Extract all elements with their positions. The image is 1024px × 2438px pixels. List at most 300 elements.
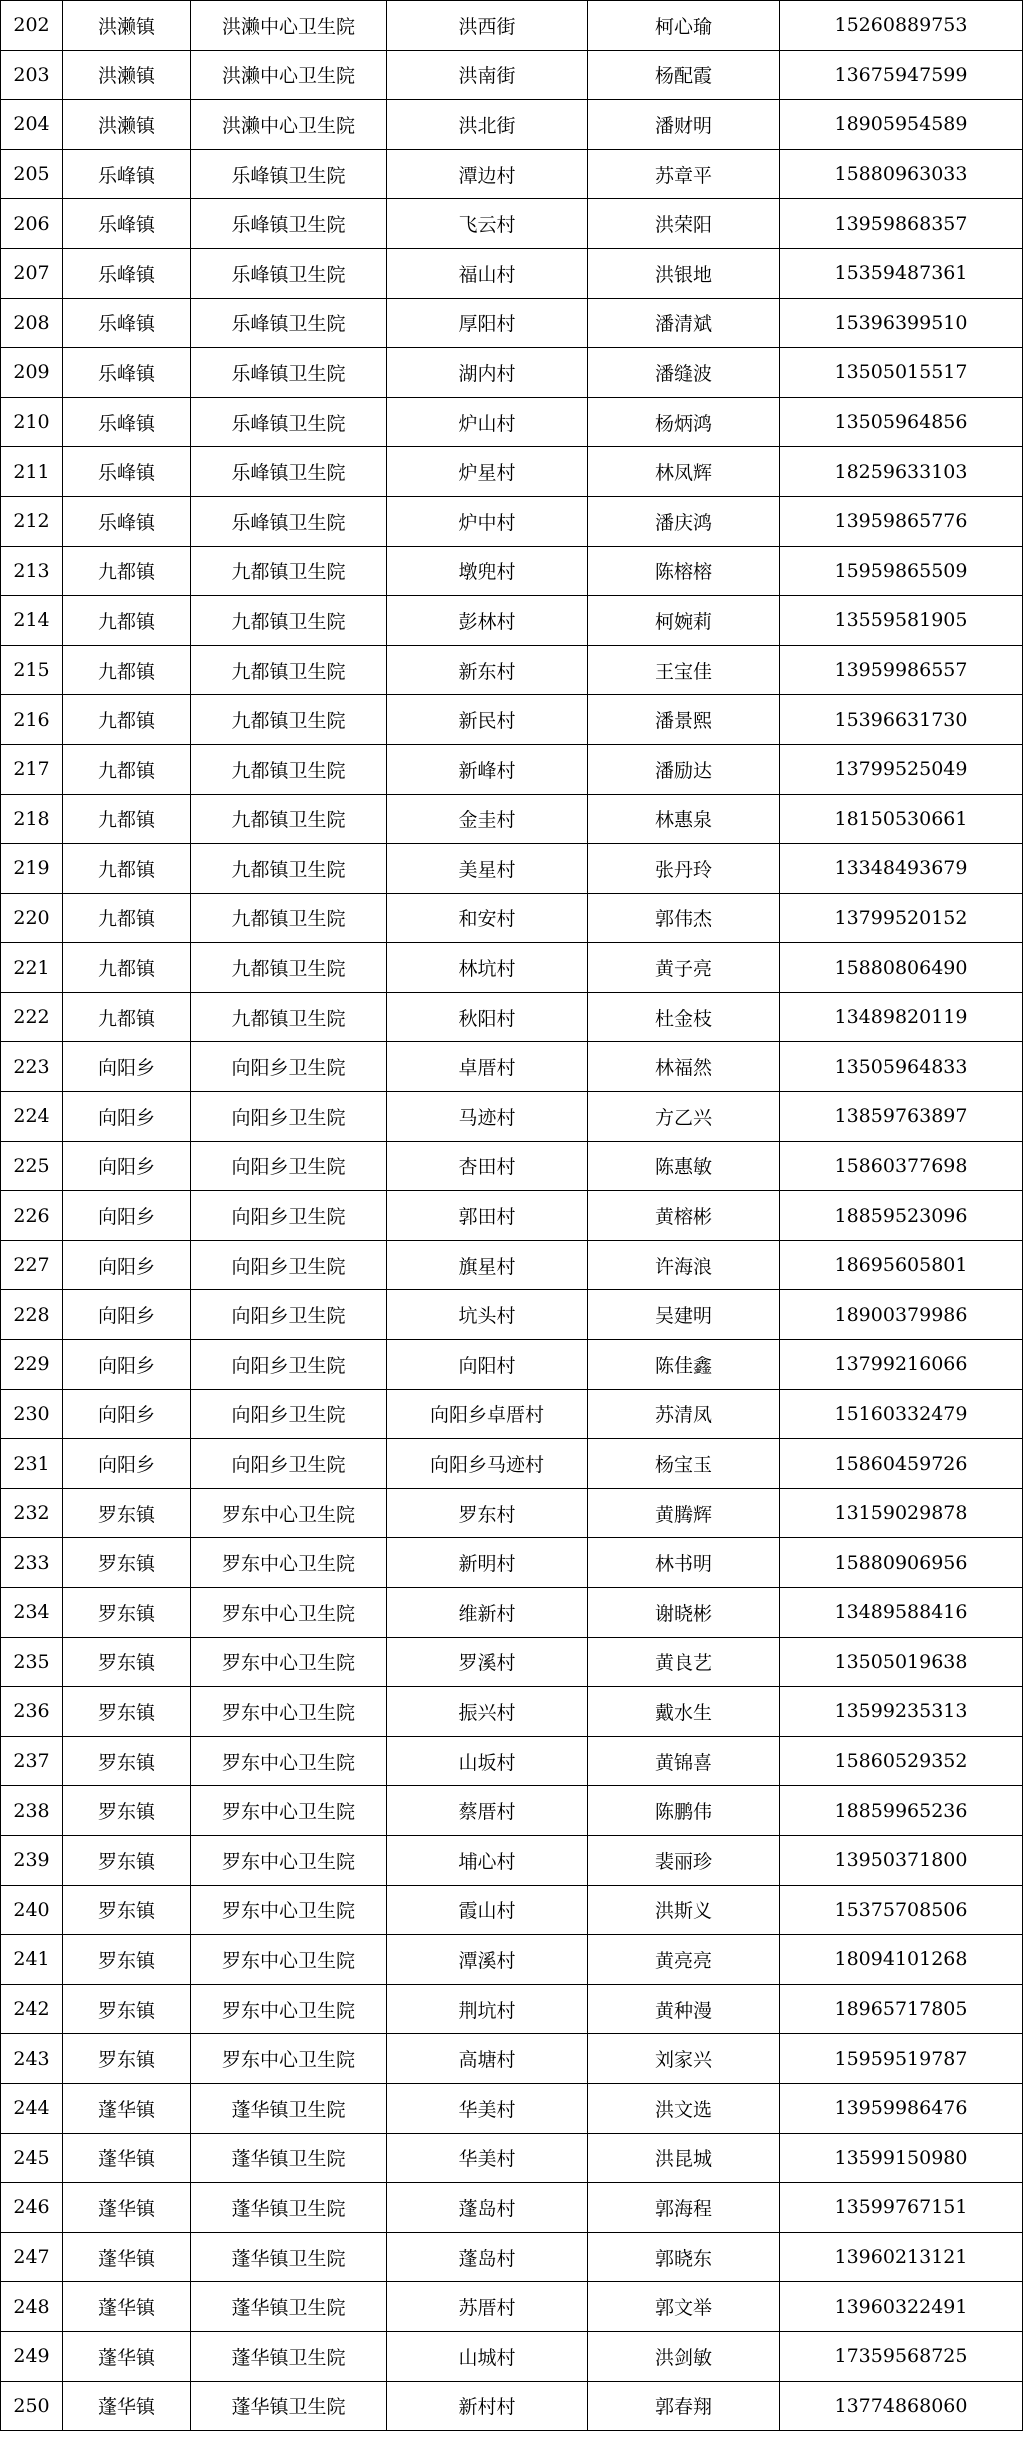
phone-number-cell: 18859965236 xyxy=(780,1786,1023,1836)
row-number-cell: 243 xyxy=(1,2034,63,2084)
health-center-cell: 乐峰镇卫生院 xyxy=(191,447,387,497)
health-center-cell: 九都镇卫生院 xyxy=(191,744,387,794)
village-cell: 华美村 xyxy=(387,2083,588,2133)
town-cell: 向阳乡 xyxy=(63,1042,191,1092)
table-row xyxy=(1,596,1023,646)
phone-number-cell: 15396399510 xyxy=(780,298,1023,348)
town-cell: 蓬华镇 xyxy=(63,2183,191,2233)
phone-number-cell: 17359568725 xyxy=(780,2331,1023,2381)
phone-number-cell: 15880906956 xyxy=(780,1538,1023,1588)
health-center-cell: 向阳乡卫生院 xyxy=(191,1092,387,1142)
table-row xyxy=(1,100,1023,150)
table-row xyxy=(1,645,1023,695)
town-cell: 乐峰镇 xyxy=(63,298,191,348)
row-number-cell: 213 xyxy=(1,546,63,596)
table-row xyxy=(1,2232,1023,2282)
row-number-cell: 217 xyxy=(1,744,63,794)
health-center-cell: 蓬华镇卫生院 xyxy=(191,2331,387,2381)
town-cell: 罗东镇 xyxy=(63,1835,191,1885)
table-row xyxy=(1,248,1023,298)
town-cell: 罗东镇 xyxy=(63,2034,191,2084)
village-cell: 向阳乡马迹村 xyxy=(387,1439,588,1489)
row-number-cell: 236 xyxy=(1,1687,63,1737)
health-center-cell: 向阳乡卫生院 xyxy=(191,1290,387,1340)
village-cell: 潭边村 xyxy=(387,149,588,199)
health-center-cell: 罗东中心卫生院 xyxy=(191,1736,387,1786)
town-cell: 乐峰镇 xyxy=(63,348,191,398)
person-name-cell: 郭文举 xyxy=(588,2282,780,2332)
health-center-cell: 洪濑中心卫生院 xyxy=(191,1,387,51)
table-row xyxy=(1,2381,1023,2431)
health-center-cell: 九都镇卫生院 xyxy=(191,893,387,943)
table-row xyxy=(1,1389,1023,1439)
village-cell: 坑头村 xyxy=(387,1290,588,1340)
phone-number-cell: 15880806490 xyxy=(780,943,1023,993)
table-row xyxy=(1,1092,1023,1142)
town-cell: 九都镇 xyxy=(63,943,191,993)
person-name-cell: 林惠泉 xyxy=(588,794,780,844)
person-name-cell: 郭伟杰 xyxy=(588,893,780,943)
health-center-cell: 向阳乡卫生院 xyxy=(191,1141,387,1191)
town-cell: 九都镇 xyxy=(63,596,191,646)
town-cell: 乐峰镇 xyxy=(63,397,191,447)
phone-number-cell: 13959868357 xyxy=(780,199,1023,249)
table-row xyxy=(1,298,1023,348)
phone-number-cell: 18965717805 xyxy=(780,1984,1023,2034)
person-name-cell: 杨配霞 xyxy=(588,50,780,100)
person-name-cell: 黄良艺 xyxy=(588,1637,780,1687)
village-cell: 荆坑村 xyxy=(387,1984,588,2034)
town-cell: 乐峰镇 xyxy=(63,248,191,298)
phone-number-cell: 15260889753 xyxy=(780,1,1023,51)
health-center-cell: 九都镇卫生院 xyxy=(191,992,387,1042)
row-number-cell: 218 xyxy=(1,794,63,844)
phone-number-cell: 13348493679 xyxy=(780,844,1023,894)
town-cell: 蓬华镇 xyxy=(63,2331,191,2381)
person-name-cell: 陈鹏伟 xyxy=(588,1786,780,1836)
person-name-cell: 戴水生 xyxy=(588,1687,780,1737)
phone-number-cell: 13505964833 xyxy=(780,1042,1023,1092)
health-center-cell: 蓬华镇卫生院 xyxy=(191,2381,387,2431)
town-cell: 向阳乡 xyxy=(63,1340,191,1390)
table-row xyxy=(1,1290,1023,1340)
table-row xyxy=(1,2034,1023,2084)
town-cell: 九都镇 xyxy=(63,645,191,695)
health-center-cell: 蓬华镇卫生院 xyxy=(191,2183,387,2233)
person-name-cell: 洪银地 xyxy=(588,248,780,298)
town-cell: 向阳乡 xyxy=(63,1439,191,1489)
phone-number-cell: 13489588416 xyxy=(780,1588,1023,1638)
row-number-cell: 207 xyxy=(1,248,63,298)
village-cell: 炉中村 xyxy=(387,496,588,546)
row-number-cell: 237 xyxy=(1,1736,63,1786)
health-center-cell: 向阳乡卫生院 xyxy=(191,1240,387,1290)
person-name-cell: 林书明 xyxy=(588,1538,780,1588)
row-number-cell: 241 xyxy=(1,1935,63,1985)
village-cell: 蓬岛村 xyxy=(387,2232,588,2282)
table-row xyxy=(1,1885,1023,1935)
town-cell: 向阳乡 xyxy=(63,1141,191,1191)
table-row xyxy=(1,1637,1023,1687)
town-cell: 向阳乡 xyxy=(63,1290,191,1340)
village-cell: 高塘村 xyxy=(387,2034,588,2084)
town-cell: 洪濑镇 xyxy=(63,1,191,51)
row-number-cell: 220 xyxy=(1,893,63,943)
person-name-cell: 裴丽珍 xyxy=(588,1835,780,1885)
table-row xyxy=(1,1141,1023,1191)
phone-number-cell: 13960322491 xyxy=(780,2282,1023,2332)
town-cell: 罗东镇 xyxy=(63,1935,191,1985)
village-cell: 厚阳村 xyxy=(387,298,588,348)
table-row xyxy=(1,992,1023,1042)
phone-number-cell: 18905954589 xyxy=(780,100,1023,150)
village-cell: 霞山村 xyxy=(387,1885,588,1935)
village-cell: 苏厝村 xyxy=(387,2282,588,2332)
phone-number-cell: 15375708506 xyxy=(780,1885,1023,1935)
row-number-cell: 249 xyxy=(1,2331,63,2381)
table-row xyxy=(1,1835,1023,1885)
row-number-cell: 208 xyxy=(1,298,63,348)
town-cell: 罗东镇 xyxy=(63,1984,191,2034)
table-row xyxy=(1,744,1023,794)
phone-number-cell: 15860529352 xyxy=(780,1736,1023,1786)
table-row xyxy=(1,2331,1023,2381)
phone-number-cell: 13950371800 xyxy=(780,1835,1023,1885)
person-name-cell: 洪斯义 xyxy=(588,1885,780,1935)
village-cell: 福山村 xyxy=(387,248,588,298)
phone-number-cell: 13675947599 xyxy=(780,50,1023,100)
village-cell: 蔡厝村 xyxy=(387,1786,588,1836)
row-number-cell: 239 xyxy=(1,1835,63,1885)
health-center-cell: 乐峰镇卫生院 xyxy=(191,199,387,249)
health-center-cell: 罗东中心卫生院 xyxy=(191,1984,387,2034)
town-cell: 向阳乡 xyxy=(63,1240,191,1290)
village-cell: 洪南街 xyxy=(387,50,588,100)
table-row xyxy=(1,1240,1023,1290)
table-row xyxy=(1,546,1023,596)
table-row xyxy=(1,1,1023,51)
phone-number-cell: 13774868060 xyxy=(780,2381,1023,2431)
village-cell: 新峰村 xyxy=(387,744,588,794)
person-name-cell: 郭晓东 xyxy=(588,2232,780,2282)
health-center-cell: 九都镇卫生院 xyxy=(191,844,387,894)
village-cell: 潭溪村 xyxy=(387,1935,588,1985)
table-row xyxy=(1,2282,1023,2332)
health-center-cell: 蓬华镇卫生院 xyxy=(191,2232,387,2282)
town-cell: 九都镇 xyxy=(63,546,191,596)
phone-number-cell: 13599767151 xyxy=(780,2183,1023,2233)
health-center-cell: 向阳乡卫生院 xyxy=(191,1042,387,1092)
village-cell: 山坂村 xyxy=(387,1736,588,1786)
person-name-cell: 陈惠敏 xyxy=(588,1141,780,1191)
table-row xyxy=(1,1984,1023,2034)
row-number-cell: 222 xyxy=(1,992,63,1042)
village-cell: 杏田村 xyxy=(387,1141,588,1191)
table-row xyxy=(1,199,1023,249)
town-cell: 九都镇 xyxy=(63,744,191,794)
village-cell: 向阳村 xyxy=(387,1340,588,1390)
table-row xyxy=(1,893,1023,943)
person-name-cell: 柯婉莉 xyxy=(588,596,780,646)
row-number-cell: 202 xyxy=(1,1,63,51)
table-row xyxy=(1,794,1023,844)
table-row xyxy=(1,2083,1023,2133)
phone-number-cell: 13559581905 xyxy=(780,596,1023,646)
health-center-cell: 罗东中心卫生院 xyxy=(191,1935,387,1985)
phone-number-cell: 13960213121 xyxy=(780,2232,1023,2282)
row-number-cell: 228 xyxy=(1,1290,63,1340)
town-cell: 罗东镇 xyxy=(63,1736,191,1786)
phone-number-cell: 18695605801 xyxy=(780,1240,1023,1290)
person-name-cell: 洪剑敏 xyxy=(588,2331,780,2381)
village-cell: 美星村 xyxy=(387,844,588,894)
village-cell: 旗星村 xyxy=(387,1240,588,1290)
village-cell: 新民村 xyxy=(387,695,588,745)
village-cell: 和安村 xyxy=(387,893,588,943)
phone-number-cell: 18259633103 xyxy=(780,447,1023,497)
person-name-cell: 苏清凤 xyxy=(588,1389,780,1439)
phone-number-cell: 18094101268 xyxy=(780,1935,1023,1985)
row-number-cell: 203 xyxy=(1,50,63,100)
village-cell: 新明村 xyxy=(387,1538,588,1588)
health-center-cell: 向阳乡卫生院 xyxy=(191,1191,387,1241)
health-center-cell: 乐峰镇卫生院 xyxy=(191,298,387,348)
phone-number-cell: 15880963033 xyxy=(780,149,1023,199)
row-number-cell: 227 xyxy=(1,1240,63,1290)
health-center-cell: 九都镇卫生院 xyxy=(191,695,387,745)
health-center-cell: 九都镇卫生院 xyxy=(191,645,387,695)
phone-number-cell: 15160332479 xyxy=(780,1389,1023,1439)
town-cell: 罗东镇 xyxy=(63,1488,191,1538)
row-number-cell: 247 xyxy=(1,2232,63,2282)
table-row xyxy=(1,2183,1023,2233)
health-center-cell: 九都镇卫生院 xyxy=(191,943,387,993)
health-center-cell: 洪濑中心卫生院 xyxy=(191,50,387,100)
town-cell: 乐峰镇 xyxy=(63,447,191,497)
row-number-cell: 244 xyxy=(1,2083,63,2133)
town-cell: 九都镇 xyxy=(63,893,191,943)
person-name-cell: 郭春翔 xyxy=(588,2381,780,2431)
table-row xyxy=(1,496,1023,546)
person-name-cell: 吴建明 xyxy=(588,1290,780,1340)
person-name-cell: 黄榕彬 xyxy=(588,1191,780,1241)
person-name-cell: 陈佳鑫 xyxy=(588,1340,780,1390)
person-name-cell: 方乙兴 xyxy=(588,1092,780,1142)
phone-number-cell: 13489820119 xyxy=(780,992,1023,1042)
row-number-cell: 248 xyxy=(1,2282,63,2332)
phone-number-cell: 13959986476 xyxy=(780,2083,1023,2133)
person-name-cell: 黄亮亮 xyxy=(588,1935,780,1985)
town-cell: 罗东镇 xyxy=(63,1637,191,1687)
row-number-cell: 204 xyxy=(1,100,63,150)
table-row xyxy=(1,1935,1023,1985)
table-row xyxy=(1,1538,1023,1588)
row-number-cell: 234 xyxy=(1,1588,63,1638)
health-center-cell: 洪濑中心卫生院 xyxy=(191,100,387,150)
table-row xyxy=(1,1736,1023,1786)
row-number-cell: 238 xyxy=(1,1786,63,1836)
phone-number-cell: 13959865776 xyxy=(780,496,1023,546)
row-number-cell: 205 xyxy=(1,149,63,199)
person-name-cell: 潘庆鸿 xyxy=(588,496,780,546)
person-name-cell: 王宝佳 xyxy=(588,645,780,695)
village-cell: 埔心村 xyxy=(387,1835,588,1885)
health-center-cell: 罗东中心卫生院 xyxy=(191,1588,387,1638)
town-cell: 罗东镇 xyxy=(63,1588,191,1638)
table-row xyxy=(1,943,1023,993)
town-cell: 罗东镇 xyxy=(63,1538,191,1588)
village-cell: 山城村 xyxy=(387,2331,588,2381)
person-name-cell: 黄锦喜 xyxy=(588,1736,780,1786)
village-cell: 洪北街 xyxy=(387,100,588,150)
health-center-cell: 向阳乡卫生院 xyxy=(191,1439,387,1489)
town-cell: 乐峰镇 xyxy=(63,496,191,546)
town-cell: 罗东镇 xyxy=(63,1786,191,1836)
health-center-cell: 罗东中心卫生院 xyxy=(191,1835,387,1885)
table-row xyxy=(1,1191,1023,1241)
table-row xyxy=(1,1687,1023,1737)
health-center-cell: 向阳乡卫生院 xyxy=(191,1340,387,1390)
row-number-cell: 211 xyxy=(1,447,63,497)
village-cell: 彭林村 xyxy=(387,596,588,646)
person-name-cell: 洪昆城 xyxy=(588,2133,780,2183)
row-number-cell: 223 xyxy=(1,1042,63,1092)
town-cell: 罗东镇 xyxy=(63,1687,191,1737)
phone-number-cell: 15959519787 xyxy=(780,2034,1023,2084)
row-number-cell: 240 xyxy=(1,1885,63,1935)
phone-number-cell: 15860377698 xyxy=(780,1141,1023,1191)
village-cell: 郭田村 xyxy=(387,1191,588,1241)
town-cell: 罗东镇 xyxy=(63,1885,191,1935)
village-cell: 金圭村 xyxy=(387,794,588,844)
phone-number-cell: 13799216066 xyxy=(780,1340,1023,1390)
person-name-cell: 黄腾辉 xyxy=(588,1488,780,1538)
person-name-cell: 黄种漫 xyxy=(588,1984,780,2034)
health-center-cell: 乐峰镇卫生院 xyxy=(191,496,387,546)
row-number-cell: 226 xyxy=(1,1191,63,1241)
phone-number-cell: 18859523096 xyxy=(780,1191,1023,1241)
town-cell: 洪濑镇 xyxy=(63,100,191,150)
row-number-cell: 231 xyxy=(1,1439,63,1489)
row-number-cell: 245 xyxy=(1,2133,63,2183)
village-cell: 林坑村 xyxy=(387,943,588,993)
row-number-cell: 215 xyxy=(1,645,63,695)
health-center-cell: 乐峰镇卫生院 xyxy=(191,397,387,447)
phone-number-cell: 13799525049 xyxy=(780,744,1023,794)
phone-number-cell: 15359487361 xyxy=(780,248,1023,298)
health-center-cell: 罗东中心卫生院 xyxy=(191,1538,387,1588)
person-name-cell: 杜金枝 xyxy=(588,992,780,1042)
person-name-cell: 林福然 xyxy=(588,1042,780,1092)
town-cell: 乐峰镇 xyxy=(63,199,191,249)
table-row xyxy=(1,149,1023,199)
town-cell: 向阳乡 xyxy=(63,1389,191,1439)
town-cell: 蓬华镇 xyxy=(63,2381,191,2431)
person-name-cell: 杨炳鸿 xyxy=(588,397,780,447)
row-number-cell: 250 xyxy=(1,2381,63,2431)
health-center-cell: 蓬华镇卫生院 xyxy=(191,2282,387,2332)
row-number-cell: 214 xyxy=(1,596,63,646)
row-number-cell: 232 xyxy=(1,1488,63,1538)
table-body xyxy=(1,1,1023,2431)
town-cell: 九都镇 xyxy=(63,695,191,745)
health-center-cell: 乐峰镇卫生院 xyxy=(191,248,387,298)
health-center-cell: 罗东中心卫生院 xyxy=(191,1637,387,1687)
health-center-cell: 蓬华镇卫生院 xyxy=(191,2133,387,2183)
row-number-cell: 233 xyxy=(1,1538,63,1588)
person-name-cell: 许海浪 xyxy=(588,1240,780,1290)
village-cell: 罗溪村 xyxy=(387,1637,588,1687)
village-cell: 华美村 xyxy=(387,2133,588,2183)
town-cell: 九都镇 xyxy=(63,794,191,844)
town-cell: 九都镇 xyxy=(63,992,191,1042)
row-number-cell: 219 xyxy=(1,844,63,894)
row-number-cell: 209 xyxy=(1,348,63,398)
person-name-cell: 潘缝波 xyxy=(588,348,780,398)
health-center-cell: 蓬华镇卫生院 xyxy=(191,2083,387,2133)
person-name-cell: 陈榕榕 xyxy=(588,546,780,596)
row-number-cell: 210 xyxy=(1,397,63,447)
person-name-cell: 潘清斌 xyxy=(588,298,780,348)
village-cell: 墩兜村 xyxy=(387,546,588,596)
table-row xyxy=(1,1340,1023,1390)
village-cell: 湖内村 xyxy=(387,348,588,398)
table-row xyxy=(1,50,1023,100)
row-number-cell: 230 xyxy=(1,1389,63,1439)
phone-number-cell: 13599150980 xyxy=(780,2133,1023,2183)
village-cell: 向阳乡卓厝村 xyxy=(387,1389,588,1439)
table-row xyxy=(1,447,1023,497)
town-cell: 蓬华镇 xyxy=(63,2083,191,2133)
phone-number-cell: 15396631730 xyxy=(780,695,1023,745)
town-cell: 九都镇 xyxy=(63,844,191,894)
town-cell: 向阳乡 xyxy=(63,1092,191,1142)
village-cell: 新东村 xyxy=(387,645,588,695)
person-name-cell: 谢晓彬 xyxy=(588,1588,780,1638)
phone-number-cell: 13159029878 xyxy=(780,1488,1023,1538)
phone-number-cell: 13959986557 xyxy=(780,645,1023,695)
person-name-cell: 潘景熙 xyxy=(588,695,780,745)
table-row xyxy=(1,348,1023,398)
health-center-cell: 乐峰镇卫生院 xyxy=(191,149,387,199)
health-center-cell: 九都镇卫生院 xyxy=(191,546,387,596)
table-row xyxy=(1,1488,1023,1538)
village-cell: 维新村 xyxy=(387,1588,588,1638)
row-number-cell: 224 xyxy=(1,1092,63,1142)
health-center-cell: 罗东中心卫生院 xyxy=(191,1786,387,1836)
village-cell: 蓬岛村 xyxy=(387,2183,588,2233)
health-center-cell: 九都镇卫生院 xyxy=(191,596,387,646)
health-center-cell: 九都镇卫生院 xyxy=(191,794,387,844)
person-name-cell: 柯心瑜 xyxy=(588,1,780,51)
health-center-cell: 罗东中心卫生院 xyxy=(191,1687,387,1737)
row-number-cell: 212 xyxy=(1,496,63,546)
phone-number-cell: 13599235313 xyxy=(780,1687,1023,1737)
town-cell: 蓬华镇 xyxy=(63,2133,191,2183)
town-cell: 乐峰镇 xyxy=(63,149,191,199)
person-name-cell: 洪文选 xyxy=(588,2083,780,2133)
phone-number-cell: 13505019638 xyxy=(780,1637,1023,1687)
person-name-cell: 潘励达 xyxy=(588,744,780,794)
phone-number-cell: 13799520152 xyxy=(780,893,1023,943)
person-name-cell: 潘财明 xyxy=(588,100,780,150)
village-cell: 洪西街 xyxy=(387,1,588,51)
phone-number-cell: 15860459726 xyxy=(780,1439,1023,1489)
row-number-cell: 242 xyxy=(1,1984,63,2034)
person-name-cell: 杨宝玉 xyxy=(588,1439,780,1489)
phone-number-cell: 13505015517 xyxy=(780,348,1023,398)
village-cell: 秋阳村 xyxy=(387,992,588,1042)
